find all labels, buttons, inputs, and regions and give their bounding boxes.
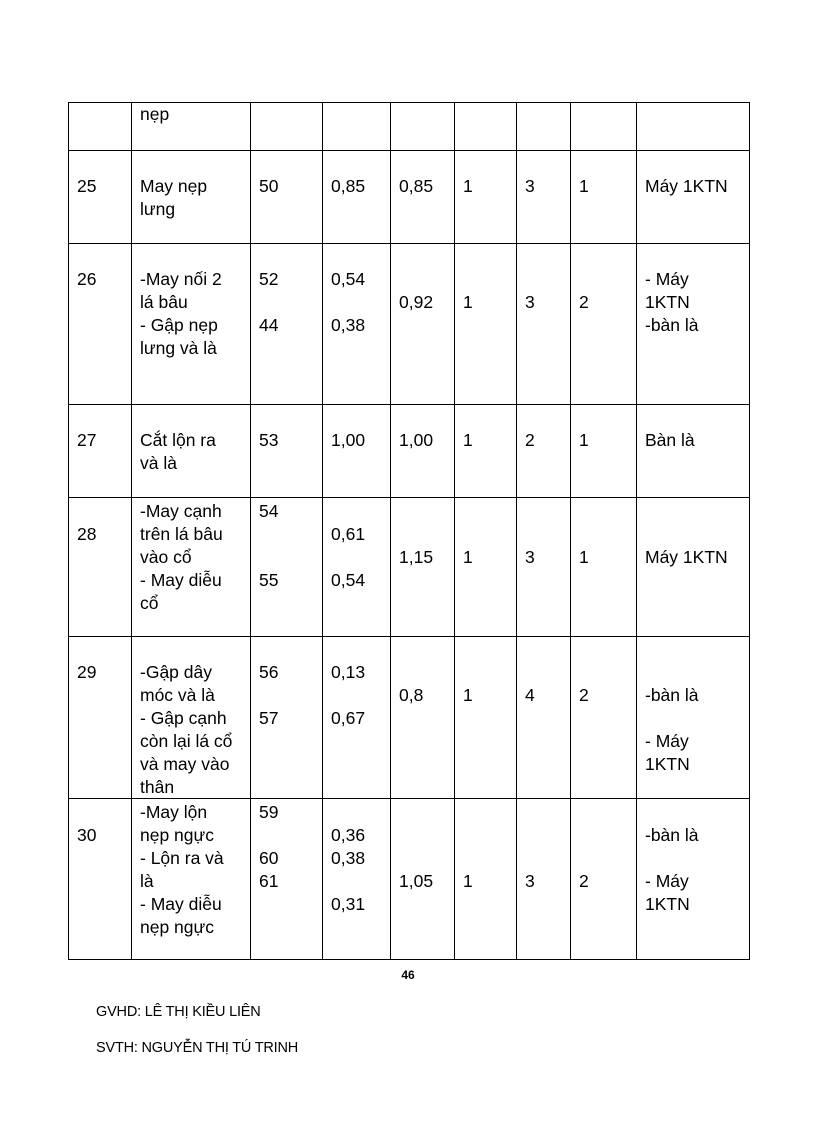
time-cell bbox=[323, 637, 391, 799]
time-cell-line: 0,38 bbox=[331, 315, 366, 335]
c6-cell bbox=[455, 405, 517, 498]
operation-code-cell bbox=[251, 405, 323, 498]
operation-name-cell bbox=[132, 637, 251, 799]
table-row bbox=[69, 151, 750, 244]
time-cell-line: 0,54 bbox=[331, 570, 366, 590]
total-cell-line: 1,00 bbox=[399, 430, 434, 450]
stt-cell-line: 25 bbox=[77, 176, 97, 196]
c7-cell bbox=[517, 498, 571, 637]
total-cell bbox=[391, 244, 455, 405]
operation-name-cell bbox=[132, 151, 251, 244]
operation-code-cell-line: 53 bbox=[259, 430, 279, 450]
operation-name-cell-line: là bbox=[140, 871, 154, 891]
time-cell-line: 0,38 bbox=[331, 848, 366, 868]
c6-cell-line: 1 bbox=[463, 430, 473, 450]
total-cell bbox=[391, 103, 455, 151]
c7-cell-line: 3 bbox=[525, 176, 535, 196]
stt-cell bbox=[69, 405, 132, 498]
equipment-cell-line: 1KTN bbox=[645, 754, 690, 774]
footer-gvhd: GVHD: LÊ THỊ KIỀU LIÊN bbox=[96, 1004, 261, 1020]
c7-cell bbox=[517, 799, 571, 960]
c8-cell-line: 1 bbox=[579, 176, 589, 196]
equipment-cell-line: 1KTN bbox=[645, 894, 690, 914]
table-row bbox=[69, 244, 750, 405]
c7-cell bbox=[517, 103, 571, 151]
time-cell-line: 0,54 bbox=[331, 269, 366, 289]
stt-cell bbox=[69, 103, 132, 151]
operation-code-cell-line: 60 bbox=[259, 848, 279, 868]
equipment-cell bbox=[637, 498, 750, 637]
operation-name-cell-line: lưng bbox=[140, 199, 176, 219]
equipment-cell-line: -bàn là bbox=[645, 825, 699, 845]
operation-name-cell-line: thân bbox=[140, 777, 175, 797]
c8-cell bbox=[571, 103, 637, 151]
equipment-cell-line: - Máy bbox=[645, 731, 689, 751]
operation-name-cell-line: May nẹp bbox=[140, 176, 208, 196]
c8-cell bbox=[571, 405, 637, 498]
operation-code-cell bbox=[251, 498, 323, 637]
total-cell-line: 0,8 bbox=[399, 685, 424, 705]
stt-cell-line: 30 bbox=[77, 825, 97, 845]
operation-name-cell-line: Cắt lộn ra bbox=[140, 430, 216, 450]
stt-cell bbox=[69, 799, 132, 960]
time-cell bbox=[323, 498, 391, 637]
operation-name-cell-line: -May nối 2 bbox=[140, 269, 222, 289]
total-cell bbox=[391, 799, 455, 960]
operation-code-cell-line: 52 bbox=[259, 269, 279, 289]
c8-cell-line: 2 bbox=[579, 871, 589, 891]
table-row bbox=[69, 405, 750, 498]
c6-cell bbox=[455, 244, 517, 405]
time-cell bbox=[323, 405, 391, 498]
operation-name-cell-line: cổ bbox=[140, 593, 159, 613]
operation-name-cell bbox=[132, 498, 251, 637]
c8-cell bbox=[571, 637, 637, 799]
operation-name-cell-line: -Gập dây bbox=[140, 662, 212, 682]
stt-cell bbox=[69, 244, 132, 405]
equipment-cell-line: - Máy bbox=[645, 871, 689, 891]
operation-name-cell-line: nẹp ngực bbox=[140, 825, 214, 845]
operation-name-cell bbox=[132, 799, 251, 960]
operation-name-cell-line: và là bbox=[140, 453, 177, 473]
equipment-cell-line: -bàn là bbox=[645, 685, 699, 705]
operation-code-cell-line: 55 bbox=[259, 570, 279, 590]
total-cell bbox=[391, 498, 455, 637]
c6-cell-line: 1 bbox=[463, 292, 473, 312]
operation-name-cell-line: - Gập nẹp bbox=[140, 315, 218, 335]
c6-cell bbox=[455, 799, 517, 960]
operation-code-cell-line: 44 bbox=[259, 315, 279, 335]
c6-cell-line: 1 bbox=[463, 685, 473, 705]
c8-cell bbox=[571, 244, 637, 405]
equipment-cell-line: - Máy bbox=[645, 269, 689, 289]
c8-cell-line: 1 bbox=[579, 547, 589, 567]
operation-code-cell bbox=[251, 637, 323, 799]
total-cell bbox=[391, 151, 455, 244]
total-cell-line: 0,85 bbox=[399, 176, 434, 196]
page-number: 46 bbox=[401, 968, 415, 982]
c6-cell bbox=[455, 151, 517, 244]
operation-code-cell-line: 61 bbox=[259, 871, 279, 891]
operation-name-cell-line: -May cạnh bbox=[140, 501, 222, 521]
total-cell bbox=[391, 637, 455, 799]
c7-cell bbox=[517, 151, 571, 244]
c7-cell-line: 3 bbox=[525, 547, 535, 567]
c8-cell-line: 1 bbox=[579, 430, 589, 450]
time-cell bbox=[323, 151, 391, 244]
total-cell-line: 1,05 bbox=[399, 871, 434, 891]
operation-name-cell bbox=[132, 405, 251, 498]
c6-cell bbox=[455, 637, 517, 799]
c8-cell-line: 2 bbox=[579, 292, 589, 312]
operation-name-cell-line: -May lộn bbox=[140, 802, 208, 822]
c6-cell-line: 1 bbox=[463, 176, 473, 196]
table-row bbox=[69, 103, 750, 151]
operation-name-cell-line: lưng và là bbox=[140, 338, 217, 358]
operation-code-cell bbox=[251, 151, 323, 244]
time-cell-line: 1,00 bbox=[331, 430, 366, 450]
table-row bbox=[69, 498, 750, 637]
stt-cell bbox=[69, 151, 132, 244]
operations-table bbox=[68, 102, 750, 960]
operation-code-cell-line: 56 bbox=[259, 662, 279, 682]
operation-name-cell-line: - Lộn ra và bbox=[140, 848, 224, 868]
equipment-cell-line: Máy 1KTN bbox=[645, 547, 728, 567]
time-cell-line: 0,13 bbox=[331, 662, 366, 682]
operation-name-cell-line: nẹp ngực bbox=[140, 917, 214, 937]
c7-cell-line: 3 bbox=[525, 871, 535, 891]
operation-code-cell bbox=[251, 103, 323, 151]
c7-cell bbox=[517, 244, 571, 405]
c8-cell bbox=[571, 799, 637, 960]
c7-cell-line: 4 bbox=[525, 685, 535, 705]
equipment-cell-line: -bàn là bbox=[645, 315, 699, 335]
time-cell-line: 0,67 bbox=[331, 708, 366, 728]
time-cell-line: 0,85 bbox=[331, 176, 366, 196]
operation-name-cell-line: - May diễu bbox=[140, 570, 222, 590]
time-cell-line: 0,61 bbox=[331, 524, 366, 544]
operation-code-cell-line: 59 bbox=[259, 802, 279, 822]
operation-name-cell-line: trên lá bâu bbox=[140, 524, 223, 544]
operation-name-cell-line: móc và là bbox=[140, 685, 215, 705]
operation-code-cell bbox=[251, 244, 323, 405]
equipment-cell bbox=[637, 244, 750, 405]
operation-name-cell-line: và may vào bbox=[140, 754, 230, 774]
equipment-cell-line: 1KTN bbox=[645, 292, 690, 312]
stt-cell-line: 29 bbox=[77, 662, 97, 682]
time-cell-line: 0,31 bbox=[331, 894, 366, 914]
footer-svth: SVTH: NGUYỄN THỊ TÚ TRINH bbox=[96, 1040, 299, 1056]
operation-code-cell bbox=[251, 799, 323, 960]
c6-cell bbox=[455, 498, 517, 637]
stt-cell bbox=[69, 498, 132, 637]
c8-cell bbox=[571, 151, 637, 244]
c7-cell bbox=[517, 637, 571, 799]
c6-cell-line: 1 bbox=[463, 871, 473, 891]
time-cell-line: 0,36 bbox=[331, 825, 366, 845]
operation-name-cell-line: nẹp bbox=[140, 104, 170, 124]
total-cell-line: 0,92 bbox=[399, 292, 434, 312]
operation-name-cell-line: - Gập cạnh bbox=[140, 708, 227, 728]
operation-name-cell bbox=[132, 244, 251, 405]
c8-cell-line: 2 bbox=[579, 685, 589, 705]
equipment-cell-line: Máy 1KTN bbox=[645, 176, 728, 196]
equipment-cell bbox=[637, 151, 750, 244]
c8-cell bbox=[571, 498, 637, 637]
equipment-cell bbox=[637, 799, 750, 960]
operation-name-cell-line: còn lại lá cổ bbox=[140, 731, 233, 751]
time-cell bbox=[323, 799, 391, 960]
c7-cell-line: 3 bbox=[525, 292, 535, 312]
operation-name-cell bbox=[132, 103, 251, 151]
equipment-cell bbox=[637, 405, 750, 498]
operation-code-cell-line: 50 bbox=[259, 176, 279, 196]
operation-code-cell-line: 54 bbox=[259, 501, 279, 521]
operation-name-cell-line: vào cổ bbox=[140, 547, 192, 567]
c6-cell-line: 1 bbox=[463, 547, 473, 567]
stt-cell-line: 27 bbox=[77, 430, 97, 450]
c7-cell bbox=[517, 405, 571, 498]
total-cell bbox=[391, 405, 455, 498]
equipment-cell-line: Bàn là bbox=[645, 430, 695, 450]
stt-cell bbox=[69, 637, 132, 799]
time-cell bbox=[323, 244, 391, 405]
stt-cell-line: 28 bbox=[77, 524, 97, 544]
time-cell bbox=[323, 103, 391, 151]
operation-name-cell-line: lá bâu bbox=[140, 292, 188, 312]
operation-code-cell-line: 57 bbox=[259, 708, 279, 728]
c7-cell-line: 2 bbox=[525, 430, 535, 450]
table-row bbox=[69, 799, 750, 960]
c6-cell bbox=[455, 103, 517, 151]
stt-cell-line: 26 bbox=[77, 269, 97, 289]
table-row bbox=[69, 637, 750, 799]
equipment-cell bbox=[637, 637, 750, 799]
total-cell-line: 1,15 bbox=[399, 547, 434, 567]
operation-name-cell-line: - May diễu bbox=[140, 894, 222, 914]
equipment-cell bbox=[637, 103, 750, 151]
